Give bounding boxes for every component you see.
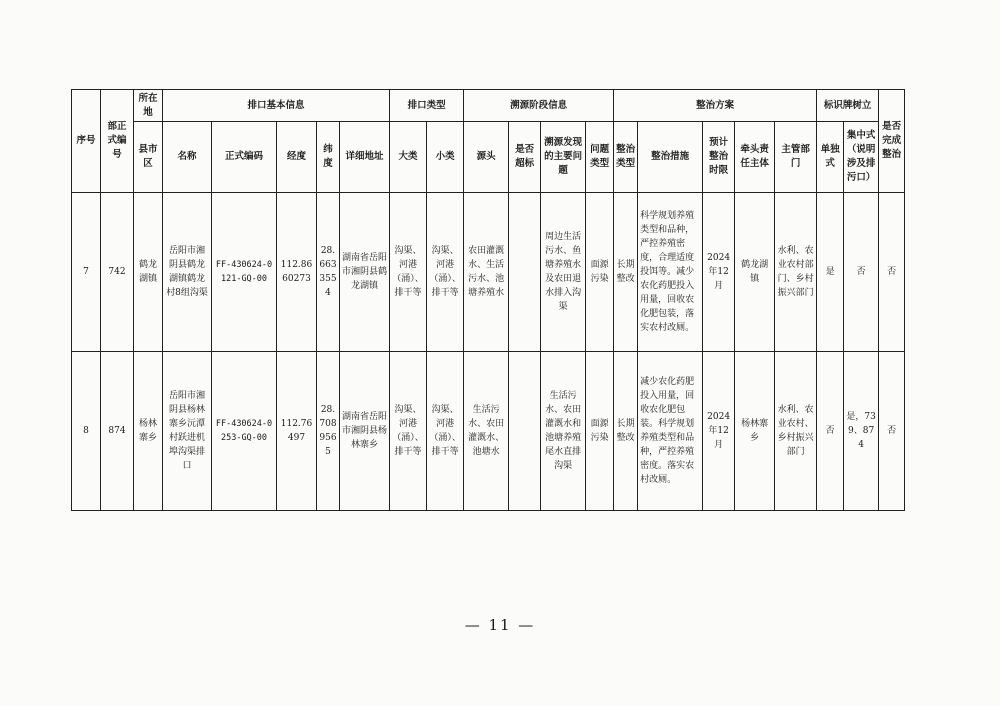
cell-main-issue: 周边生活污水、鱼塘养殖水及农田退水排入沟渠 [541,193,586,352]
cell-official-code: FF-430624-0253-GQ-00 [212,352,277,511]
cell-issue-type: 面源污染 [586,352,614,511]
cell-central: 否 [844,193,879,352]
header-sign: 标识牌树立 [817,90,879,122]
cell-county: 杨林寨乡 [134,352,163,511]
cell-minor: 沟渠、河港（涌）、排干等 [427,193,464,352]
cell-main-issue: 生活污水、农田灌溉水和池塘养殖尾水直排沟渠 [541,352,586,511]
header-county: 县市区 [134,122,163,193]
header-longitude: 经度 [277,122,317,193]
cell-longitude: 112.76497 [277,352,317,511]
header-completed: 是否完成整治 [879,90,905,193]
cell-fix-type: 长期整改 [614,193,638,352]
cell-dept-code: 742 [101,193,134,352]
table-row [72,193,905,352]
header-lead: 牵头责任主体 [735,122,775,193]
cell-address: 湖南省岳阳市湘阴县杨林寨乡 [340,352,390,511]
cell-completed: 否 [879,352,905,511]
header-tracing: 溯源阶段信息 [464,90,614,122]
cell-lead: 鹤龙湖镇 [735,193,775,352]
cell-minor: 沟渠、河港（涌）、排干等 [427,352,464,511]
cell-measures: 科学规划养殖类型和品种，严控养殖密度，合理适度投饵等。减少农化药肥投入用量，回收农化肥包装，落实农村改厕。 [638,193,703,352]
header-fix-type: 整治类型 [614,122,638,193]
cell-completed: 否 [879,193,905,352]
header-measures: 整治措施 [638,122,703,193]
header-central: 集中式（说明涉及排污口） [844,122,879,193]
cell-exceed [509,352,541,511]
header-seq: 序号 [72,90,101,193]
header-source: 源头 [464,122,509,193]
header-address: 详细地址 [340,122,390,193]
cell-name: 岳阳市湘阴县杨林寨乡沅潭村跃进机埠沟渠排口 [163,352,212,511]
header-authority: 主管部门 [775,122,817,193]
header-major: 大类 [390,122,427,193]
cell-latitude: 28.6633554 [317,193,340,352]
header-official-code: 正式编码 [212,122,277,193]
header-single: 单独式 [817,122,844,193]
cell-seq: 7 [72,193,101,352]
header-row-1 [72,90,905,122]
cell-source: 农田灌溉水、生活污水、池塘养殖水 [464,193,509,352]
header-exceed: 是否超标 [509,122,541,193]
cell-name: 岳阳市湘阴县鹤龙湖镇鹤龙村8组沟渠 [163,193,212,352]
header-name: 名称 [163,122,212,193]
header-row-2 [72,122,905,193]
header-outlet-type: 排口类型 [390,90,464,122]
cell-authority: 水利、农业农村部门、乡村振兴部门 [775,193,817,352]
cell-central: 是，739、874 [844,352,879,511]
cell-lead: 杨林寨乡 [735,352,775,511]
outlet-remediation-table [71,89,905,511]
cell-longitude: 112.8660273 [277,193,317,352]
cell-fix-type: 长期整改 [614,352,638,511]
cell-exceed [509,193,541,352]
header-issue-type: 问题类型 [586,122,614,193]
cell-major: 沟渠、河港（涌）、排干等 [390,352,427,511]
cell-deadline: 2024年12月 [703,193,735,352]
header-latitude: 纬度 [317,122,340,193]
cell-single: 是 [817,193,844,352]
cell-measures: 减少农化药肥投入用量，回收农化肥包装。科学规划养殖类型和品种，严控养殖密度。落实农村改厕。 [638,352,703,511]
table-row [72,352,905,511]
header-remediation: 整治方案 [614,90,817,122]
header-outlet-info: 排口基本信息 [163,90,390,122]
cell-major: 沟渠、河港（涌）、排干等 [390,193,427,352]
cell-issue-type: 面源污染 [586,193,614,352]
cell-deadline: 2024年12月 [703,352,735,511]
cell-authority: 水利、农业农村、乡村振兴部门 [775,352,817,511]
header-minor: 小类 [427,122,464,193]
cell-single: 否 [817,352,844,511]
cell-county: 鹤龙湖镇 [134,193,163,352]
page-number: — 11 — [464,616,536,634]
cell-source: 生活污水、农田灌溉水、池塘水 [464,352,509,511]
header-dept-code: 部正式编号 [101,90,134,193]
header-location: 所在地 [134,90,163,122]
cell-seq: 8 [72,352,101,511]
cell-address: 湖南省岳阳市湘阴县鹤龙湖镇 [340,193,390,352]
cell-dept-code: 874 [101,352,134,511]
cell-official-code: FF-430624-0121-GQ-00 [212,193,277,352]
header-main-issue: 溯源发现的主要问题 [541,122,586,193]
cell-latitude: 28.7089565 [317,352,340,511]
header-deadline: 预计整治时限 [703,122,735,193]
